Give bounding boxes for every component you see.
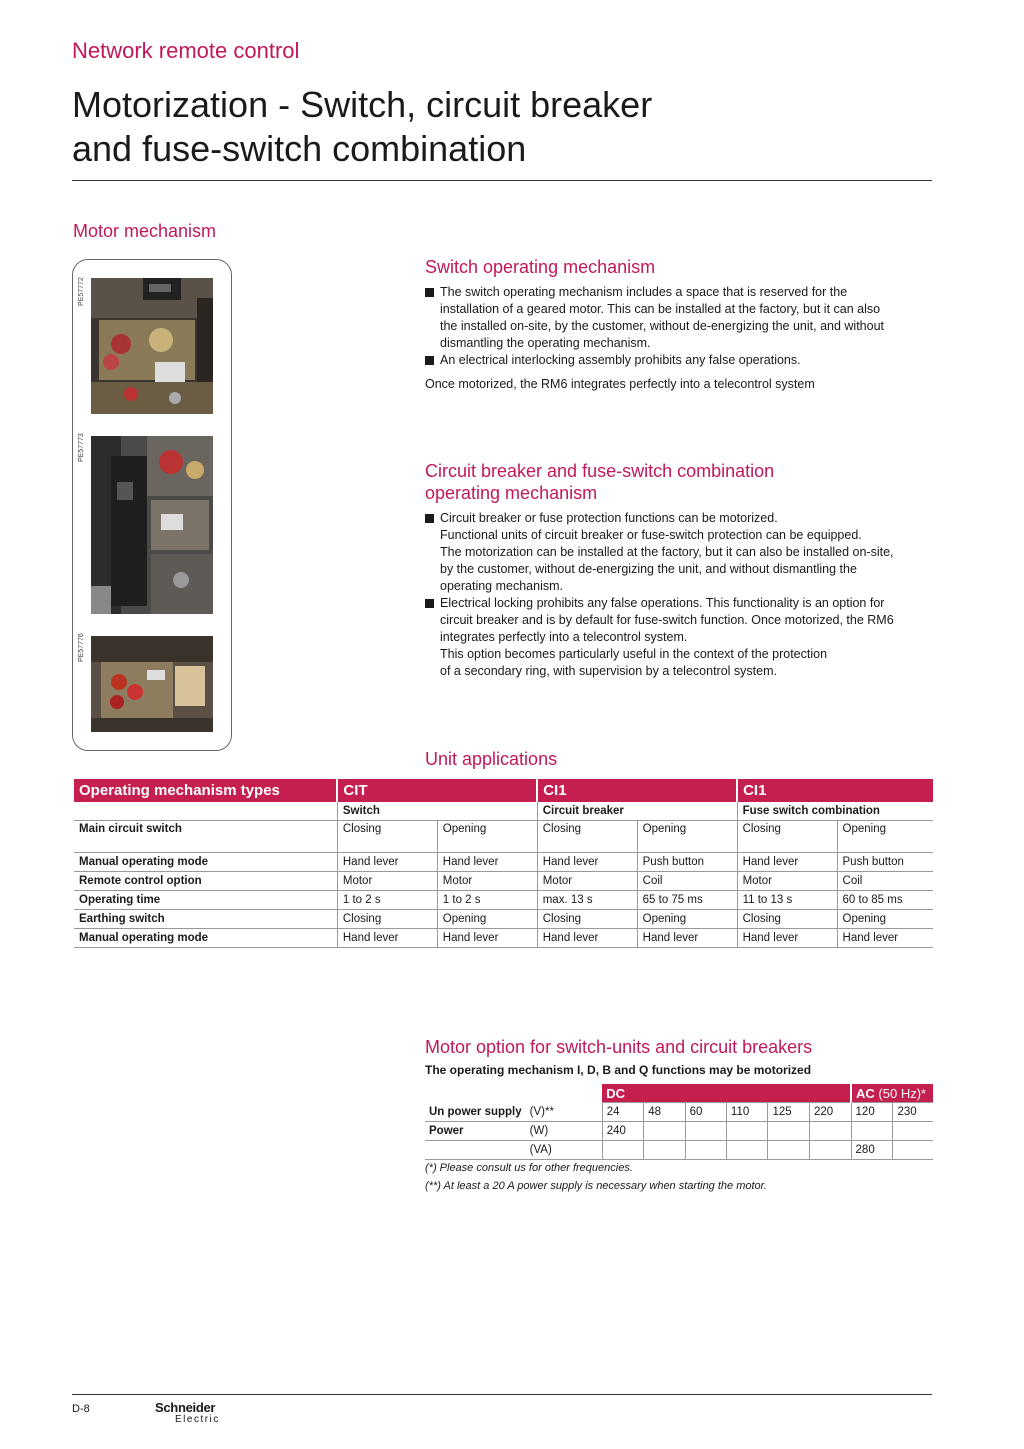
table-cell	[768, 1141, 810, 1160]
table-cell: Motor	[437, 872, 537, 891]
row-unit: (W)	[526, 1122, 603, 1141]
ac-header: AC (50 Hz)*	[851, 1084, 933, 1103]
table-cell: 11 to 13 s	[737, 891, 837, 910]
table-cell	[726, 1122, 768, 1141]
footer-divider	[72, 1394, 932, 1395]
table-cell	[726, 1141, 768, 1160]
page-title	[72, 83, 832, 171]
table-cell: 1 to 2 s	[437, 891, 537, 910]
bullet-square-icon	[425, 356, 434, 365]
table-cell	[893, 1141, 933, 1160]
table-cell	[685, 1122, 726, 1141]
table-cell: Opening	[437, 910, 537, 929]
photo-code-3: PE57776	[78, 633, 85, 662]
table-cell	[644, 1122, 685, 1141]
switch-closing-text: Once motorized, the RM6 integrates perfectly into a telecontrol system	[425, 377, 815, 391]
table-cell: Hand lever	[437, 929, 537, 948]
table-cell: 220	[809, 1103, 851, 1122]
cb-section	[425, 460, 935, 680]
row-label: Manual operating mode	[74, 929, 337, 948]
bullet-square-icon	[425, 288, 434, 297]
photo-code-1: PE57772	[78, 277, 85, 306]
table-row	[74, 891, 933, 910]
motor-header-row	[425, 1084, 933, 1103]
table-cell	[685, 1141, 726, 1160]
table-row	[74, 872, 933, 891]
table-row	[74, 853, 933, 872]
table-cell: Motor	[737, 872, 837, 891]
table-cell: 1 to 2 s	[337, 891, 437, 910]
table-cell: Opening	[837, 821, 933, 853]
table-cell: Push button	[637, 853, 737, 872]
row-label: Earthing switch	[74, 910, 337, 929]
table-cell: Push button	[837, 853, 933, 872]
row-label: Remote control option	[74, 872, 337, 891]
table-row	[425, 1141, 933, 1160]
table-cell: Opening	[637, 910, 737, 929]
table-cell: 48	[644, 1103, 685, 1122]
table-cell: Coil	[637, 872, 737, 891]
motor-photo-2	[91, 436, 213, 614]
table-cell: 120	[851, 1103, 893, 1122]
unit-applications-table	[74, 779, 933, 948]
group-code: CIT	[337, 779, 537, 802]
row-label	[425, 1141, 526, 1160]
table-cell	[644, 1141, 685, 1160]
title-divider	[72, 180, 932, 181]
table-cell: 125	[768, 1103, 810, 1122]
table-cell: Motor	[337, 872, 437, 891]
cb-section-heading: Circuit breaker and fuse-switch combination operating mechanism	[425, 461, 775, 503]
row-label: Manual operating mode	[74, 853, 337, 872]
table-cell	[809, 1122, 851, 1141]
photo-panel	[72, 259, 232, 751]
bullet-square-icon	[425, 514, 434, 523]
motor-photo-1	[91, 278, 213, 414]
footnote-2: (**) At least a 20 A power supply is necessary when starting the motor.	[425, 1180, 767, 1192]
row-label: Un power supply	[425, 1103, 526, 1122]
table-cell: Hand lever	[437, 853, 537, 872]
dc-header: DC	[602, 1084, 851, 1103]
table-cell: Opening	[637, 821, 737, 853]
bullet-square-icon	[425, 599, 434, 608]
table-cell: Hand lever	[337, 853, 437, 872]
switch-section	[425, 256, 935, 393]
unit-applications-heading: Unit applications	[425, 749, 558, 769]
table-row	[74, 929, 933, 948]
table-row	[74, 821, 933, 853]
table-cell: Motor	[537, 872, 637, 891]
switch-section-heading: Switch operating mechanism	[425, 257, 656, 277]
row-unit: (V)**	[526, 1103, 603, 1122]
row-label: Main circuit switch	[74, 821, 337, 853]
page-number: D-8	[72, 1403, 90, 1415]
table-cell: Hand lever	[837, 929, 933, 948]
section-label: Network remote control	[72, 38, 300, 63]
table-cell: max. 13 s	[537, 891, 637, 910]
table-cell	[768, 1122, 810, 1141]
table-row	[74, 910, 933, 929]
table-cell: Opening	[437, 821, 537, 853]
table-cell: 65 to 75 ms	[637, 891, 737, 910]
table-header-row	[74, 779, 933, 802]
table-cell: Hand lever	[537, 853, 637, 872]
table-cell: Hand lever	[337, 929, 437, 948]
motor-option-heading: Motor option for switch-units and circuit breakers	[425, 1037, 813, 1057]
table-cell: Hand lever	[637, 929, 737, 948]
group-code: CI1	[537, 779, 737, 802]
table-cell: Opening	[837, 910, 933, 929]
table-row	[425, 1122, 933, 1141]
footnote-1: (*) Please consult us for other frequencies.	[425, 1162, 633, 1174]
motor-photo-3	[91, 636, 213, 732]
table-cell: Hand lever	[537, 929, 637, 948]
photo-code-2: PE57773	[78, 433, 85, 462]
row-unit: (VA)	[526, 1141, 603, 1160]
table-cell: 24	[602, 1103, 644, 1122]
table-row	[425, 1103, 933, 1122]
cb-bullet-2: Electrical locking prohibits any false operations. This functionality is an option for circuit breaker and is by default for fuse-switch function. Once motorized, the RM6 integrates perfectly into a telecontrol system. This option becomes particularly useful in the context of the protection of a secondary ring, with supervision by a telecontrol system.	[425, 595, 935, 680]
group-name: Circuit breaker	[537, 802, 737, 821]
table-cell: Coil	[837, 872, 933, 891]
table-cell: Closing	[337, 821, 437, 853]
table-cell: Hand lever	[737, 853, 837, 872]
group-name: Fuse switch combination	[737, 802, 933, 821]
switch-bullet-2: An electrical interlocking assembly prohibits any false operations.	[425, 352, 935, 369]
cb-bullet-1: Circuit breaker or fuse protection functions can be motorized. Functional units of circuit breaker or fuse-switch protection can be equipped. The motorization can be installed at the factory, but it can also be installed on-site, by the customer, without de-energizing the unit, and without dismantling the operating mechanism.	[425, 510, 935, 595]
table-cell	[893, 1122, 933, 1141]
table-cell: 60 to 85 ms	[837, 891, 933, 910]
table-cell: Closing	[737, 910, 837, 929]
table-subheader-row	[74, 802, 933, 821]
table-cell: 60	[685, 1103, 726, 1122]
page-title-line-1: Motorization - Switch, circuit breaker	[72, 84, 653, 125]
group-code: CI1	[737, 779, 933, 802]
table-cell: 230	[893, 1103, 933, 1122]
table-cell	[809, 1141, 851, 1160]
motor-mechanism-heading: Motor mechanism	[73, 221, 217, 241]
group-name: Switch	[337, 802, 537, 821]
table-cell: 240	[602, 1122, 644, 1141]
motor-option-subheading: The operating mechanism I, D, B and Q functions may be motorized	[425, 1063, 812, 1077]
table-cell: Hand lever	[737, 929, 837, 948]
table-cell: Closing	[337, 910, 437, 929]
table-cell: Closing	[537, 910, 637, 929]
row-label: Power	[425, 1122, 526, 1141]
table-cell	[602, 1141, 644, 1160]
page-title-line-2: and fuse-switch combination	[72, 128, 527, 169]
header-label: Operating mechanism types	[74, 779, 337, 802]
schneider-electric-logo: Schneider Electric	[155, 1400, 220, 1425]
table-cell: 280	[851, 1141, 893, 1160]
switch-bullet-1: The switch operating mechanism includes a space that is reserved for the installation of a geared motor. This can be installed at the factory, but it can also the installed on-site, by the customer, without de-energizing the unit, and without dismantling the operating mechanism.	[425, 284, 935, 352]
table-cell	[851, 1122, 893, 1141]
table-cell: Closing	[537, 821, 637, 853]
row-label: Operating time	[74, 891, 337, 910]
table-cell: 110	[726, 1103, 768, 1122]
table-cell: Closing	[737, 821, 837, 853]
motor-option-table	[425, 1084, 933, 1160]
